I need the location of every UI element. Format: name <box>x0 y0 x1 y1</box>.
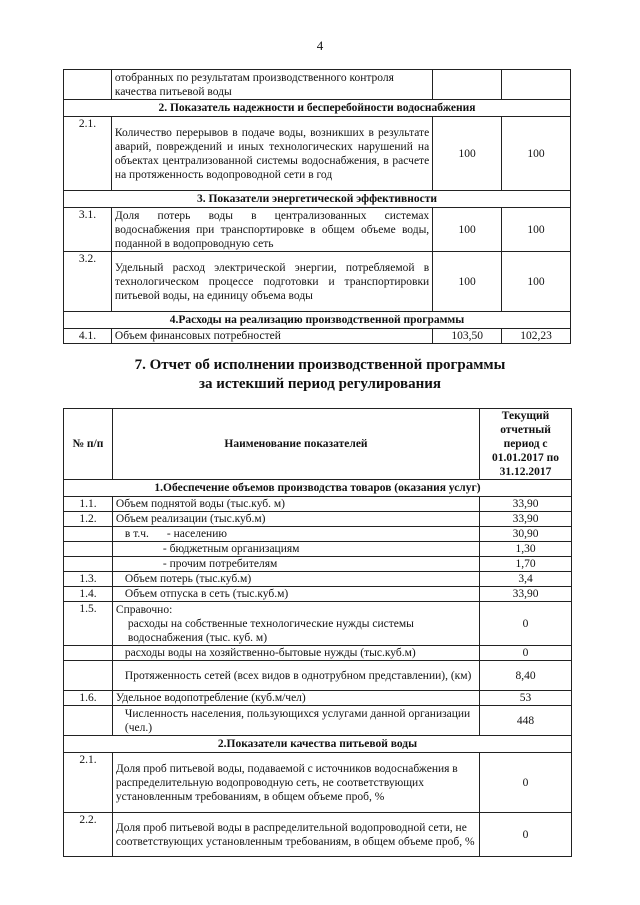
production-report-table <box>63 408 572 857</box>
table-row <box>64 329 571 344</box>
section-header <box>64 100 571 117</box>
plan-value: 100 <box>433 208 502 252</box>
row-subtext: расходы на собственные технологические нужды системы водоснабжения (тыс. куб. м) <box>127 617 414 644</box>
section-title: 3. Показатели энергетической эффективности <box>64 191 571 208</box>
section-heading <box>0 356 640 394</box>
row-text: Удельный расход электрической энергии, потребляемой в технологическом процессе подготовки и транспортировки питьевой воды, на единицу объема воды <box>111 252 432 312</box>
table-row <box>64 512 572 527</box>
row-text: отобранных по результатам производственного контроля качества питьевой воды <box>111 70 432 100</box>
plan-value: 103,50 <box>433 329 502 344</box>
section-header <box>64 736 572 753</box>
row-value: 30,90 <box>480 527 572 542</box>
column-header-period: Текущий отчетный период с 01.01.2017 по 31.12.2017 <box>480 409 572 480</box>
row-number: 3.1. <box>64 208 112 252</box>
row-value: 448 <box>480 706 572 736</box>
row-number: 1.3. <box>64 572 113 587</box>
row-value: 33,90 <box>480 587 572 602</box>
table-row <box>64 542 572 557</box>
row-value: 0 <box>480 813 572 857</box>
fact-value: 102,23 <box>502 329 571 344</box>
row-text <box>112 527 479 542</box>
row-text: Численность населения, пользующихся услугами данной организации (чел.) <box>112 706 479 736</box>
section-header <box>64 480 572 497</box>
row-text: Объем реализации (тыс.куб.м) <box>112 512 479 527</box>
section-title: 2.Показатели качества питьевой воды <box>64 736 572 753</box>
row-value: 0 <box>480 602 572 646</box>
row-text: Доля проб питьевой воды, подаваемой с источников водоснабжения в распределительную водопроводную сеть, не соответствующих установленным требованиям, в общем объеме проб, % <box>112 753 479 813</box>
row-value: 0 <box>480 753 572 813</box>
row-number: 1.2. <box>64 512 113 527</box>
row-text: Удельное водопотребление (куб.м/чел) <box>112 691 479 706</box>
fact-value: 100 <box>502 117 571 191</box>
row-text: - прочим потребителям <box>112 557 479 572</box>
row-text: Объем потерь (тыс.куб.м) <box>112 572 479 587</box>
table-row <box>64 572 572 587</box>
row-value: 8,40 <box>480 661 572 691</box>
row-value: 1,30 <box>480 542 572 557</box>
row-value: 33,90 <box>480 512 572 527</box>
heading-line-1: 7. Отчет об исполнении производственной программы <box>134 357 506 373</box>
row-number <box>64 70 112 100</box>
plan-value: 100 <box>433 252 502 312</box>
row-value: 1,70 <box>480 557 572 572</box>
section-header <box>64 312 571 329</box>
row-text: Объем отпуска в сеть (тыс.куб.м) <box>112 587 479 602</box>
row-text: расходы воды на хозяйственно-бытовые нужды (тыс.куб.м) <box>112 646 479 661</box>
row-text: Доля проб питьевой воды в распределительной водопроводной сети, не соответствующих установленным требованиям, в общем объеме проб, % <box>112 813 479 857</box>
row-value: 3,4 <box>480 572 572 587</box>
page-number: 4 <box>316 38 324 53</box>
header-row <box>64 409 572 480</box>
table-row <box>64 557 572 572</box>
row-value: 0 <box>480 646 572 661</box>
row-subtext: - населению <box>166 528 227 540</box>
row-number: 1.4. <box>64 587 113 602</box>
row-number: 1.6. <box>64 691 113 706</box>
row-value: 53 <box>480 691 572 706</box>
row-text: Доля потерь воды в централизованных системах водоснабжения при транспортировке в общем объеме воды, поданной в водопроводную сеть <box>111 208 432 252</box>
table-row <box>64 527 572 542</box>
row-label: Справочно: <box>115 603 173 616</box>
row-number: 4.1. <box>64 329 112 344</box>
section-title: 2. Показатель надежности и бесперебойности водоснабжения <box>64 100 571 117</box>
row-number: 2.2. <box>64 813 113 857</box>
plan-value: 100 <box>433 117 502 191</box>
table-row <box>64 813 572 857</box>
row-number: 1.5. <box>64 602 113 646</box>
row-value: 33,90 <box>480 497 572 512</box>
table-row <box>64 208 571 252</box>
row-number: 2.1. <box>64 117 112 191</box>
row-text: Объем поднятой воды (тыс.куб. м) <box>112 497 479 512</box>
table-row <box>64 602 572 646</box>
table-row <box>64 661 572 691</box>
table-row <box>64 587 572 602</box>
section-title: 1.Обеспечение объемов производства товаров (оказания услуг) <box>64 480 572 497</box>
row-text <box>112 602 479 646</box>
heading-line-2: за истекший период регулирования <box>198 376 442 392</box>
section-title: 4.Расходы на реализацию производственной программы <box>64 312 571 329</box>
table-row <box>64 252 571 312</box>
table-row <box>64 753 572 813</box>
column-header-name: Наименование показателей <box>112 409 479 480</box>
row-text: - бюджетным организациям <box>112 542 479 557</box>
row-text: Количество перерывов в подаче воды, возникших в результате аварий, повреждений и иных технологических нарушений на объектах централизованной системы водоснабжения, в расчете на протяженность водопроводной сети в год <box>111 117 432 191</box>
table-row <box>64 691 572 706</box>
row-text: Протяженность сетей (всех видов в однотрубном представлении), (км) <box>112 661 479 691</box>
table-row <box>64 70 571 100</box>
column-header-number: № п/п <box>64 409 113 480</box>
fact-value: 100 <box>502 208 571 252</box>
row-number: 1.1. <box>64 497 113 512</box>
row-prefix: в т.ч. <box>124 528 149 540</box>
indicators-table <box>63 69 571 344</box>
table-row <box>64 497 572 512</box>
fact-value: 100 <box>502 252 571 312</box>
row-number: 3.2. <box>64 252 112 312</box>
row-text: Объем финансовых потребностей <box>111 329 432 344</box>
section-header <box>64 191 571 208</box>
table-row <box>64 706 572 736</box>
table-row <box>64 117 571 191</box>
row-number: 2.1. <box>64 753 113 813</box>
table-row <box>64 646 572 661</box>
